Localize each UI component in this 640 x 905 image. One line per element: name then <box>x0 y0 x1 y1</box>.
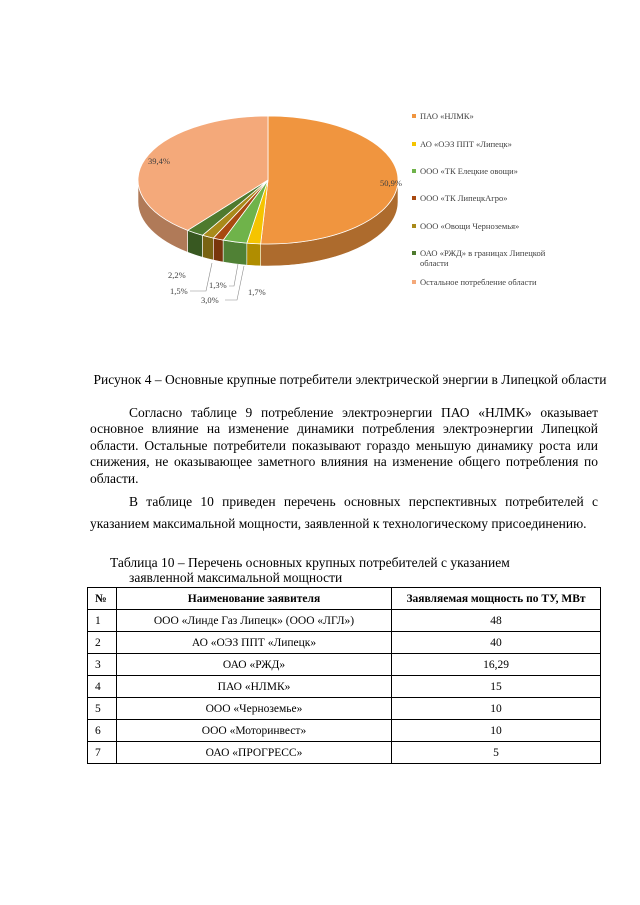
pie-data-label: 1,3% <box>209 280 227 290</box>
paragraph-1: Согласно таблице 9 потребление электроэнергии ПАО «НЛМК» оказывает основное влияние на изменение динамики потребления электроэнергии Липецкой области. Остальные потребители показывают гораздо меньшую динамику роста или снижения, не оказывающее заметного влияния на изменение общего потребления по области. <box>90 405 598 486</box>
cell-number: 3 <box>88 654 117 676</box>
pie-data-label: 3,0% <box>201 295 219 305</box>
figure-caption: Рисунок 4 – Основные крупные потребители электрической энергии в Липецкой области <box>93 372 607 387</box>
pie-data-label: 2,2% <box>168 270 186 280</box>
pie-slice-side <box>203 235 214 260</box>
cell-power: 48 <box>392 610 601 632</box>
header-applicant: Наименование заявителя <box>117 588 392 610</box>
legend-label: ООО «ТК ЛипецкАгро» <box>420 193 508 203</box>
cell-number: 1 <box>88 610 117 632</box>
cell-number: 4 <box>88 676 117 698</box>
pie-data-label: 39,4% <box>148 156 170 166</box>
cell-power: 15 <box>392 676 601 698</box>
cell-power: 10 <box>392 720 601 742</box>
table-row <box>88 610 601 632</box>
table-caption-line2: заявленной максимальной мощности <box>129 570 343 585</box>
cell-applicant: ООО «Черноземье» <box>117 698 392 720</box>
legend-swatch <box>412 251 416 255</box>
legend-swatch <box>412 280 416 284</box>
pie-slice-side <box>247 243 261 266</box>
cell-number: 6 <box>88 720 117 742</box>
cell-applicant: АО «ОЭЗ ППТ «Липецк» <box>117 632 392 654</box>
pie-chart <box>130 100 580 310</box>
pie-data-label: 50,9% <box>380 178 402 188</box>
legend-label: ООО «Овощи Черноземья» <box>420 221 520 231</box>
legend-label: ПАО «НЛМК» <box>420 111 474 121</box>
cell-applicant: ОАО «РЖД» <box>117 654 392 676</box>
cell-power: 16,29 <box>392 654 601 676</box>
cell-applicant: ПАО «НЛМК» <box>117 676 392 698</box>
table-row <box>88 698 601 720</box>
cell-applicant: ОАО «ПРОГРЕСС» <box>117 742 392 764</box>
legend-swatch <box>412 142 416 146</box>
legend-label: ООО «ТК Елецкие овощи» <box>420 166 518 176</box>
header-number: № <box>88 588 117 610</box>
cell-applicant: ООО «Линде Газ Липецк» (ООО «ЛГЛ») <box>117 610 392 632</box>
cell-applicant: ООО «Моторинвест» <box>117 720 392 742</box>
pie-slice-side <box>213 238 223 262</box>
cell-power: 5 <box>392 742 601 764</box>
legend-swatch <box>412 169 416 173</box>
pie-data-label: 1,7% <box>248 287 266 297</box>
pie-slice-side <box>223 240 247 265</box>
table-header-row <box>88 588 601 610</box>
table-row <box>88 676 601 698</box>
legend-swatch <box>412 114 416 118</box>
legend-label: АО «ОЭЗ ППТ «Липецк» <box>420 139 512 149</box>
cell-power: 10 <box>392 698 601 720</box>
cell-number: 5 <box>88 698 117 720</box>
paragraph-2: В таблице 10 приведен перечень основных перспективных потребителей с указанием максимальной мощности, заявленной к технологическому присоединению. <box>90 494 598 531</box>
legend-swatch <box>412 224 416 228</box>
table-caption-line1: Таблица 10 – Перечень основных крупных потребителей с указанием <box>110 555 510 570</box>
pie-data-label: 1,5% <box>170 286 188 296</box>
table-row <box>88 654 601 676</box>
table-row <box>88 632 601 654</box>
consumers-table <box>87 587 601 764</box>
legend-swatch <box>412 196 416 200</box>
legend-label: Остальное потребление области <box>420 277 537 287</box>
legend-label: ОАО «РЖД» в границах Липецкой области <box>420 248 546 268</box>
cell-power: 40 <box>392 632 601 654</box>
table-caption <box>110 555 598 585</box>
leader-line <box>229 264 238 286</box>
cell-number: 7 <box>88 742 117 764</box>
table-row <box>88 720 601 742</box>
cell-number: 2 <box>88 632 117 654</box>
table-row <box>88 742 601 764</box>
header-power: Заявляемая мощность по ТУ, МВт <box>392 588 601 610</box>
